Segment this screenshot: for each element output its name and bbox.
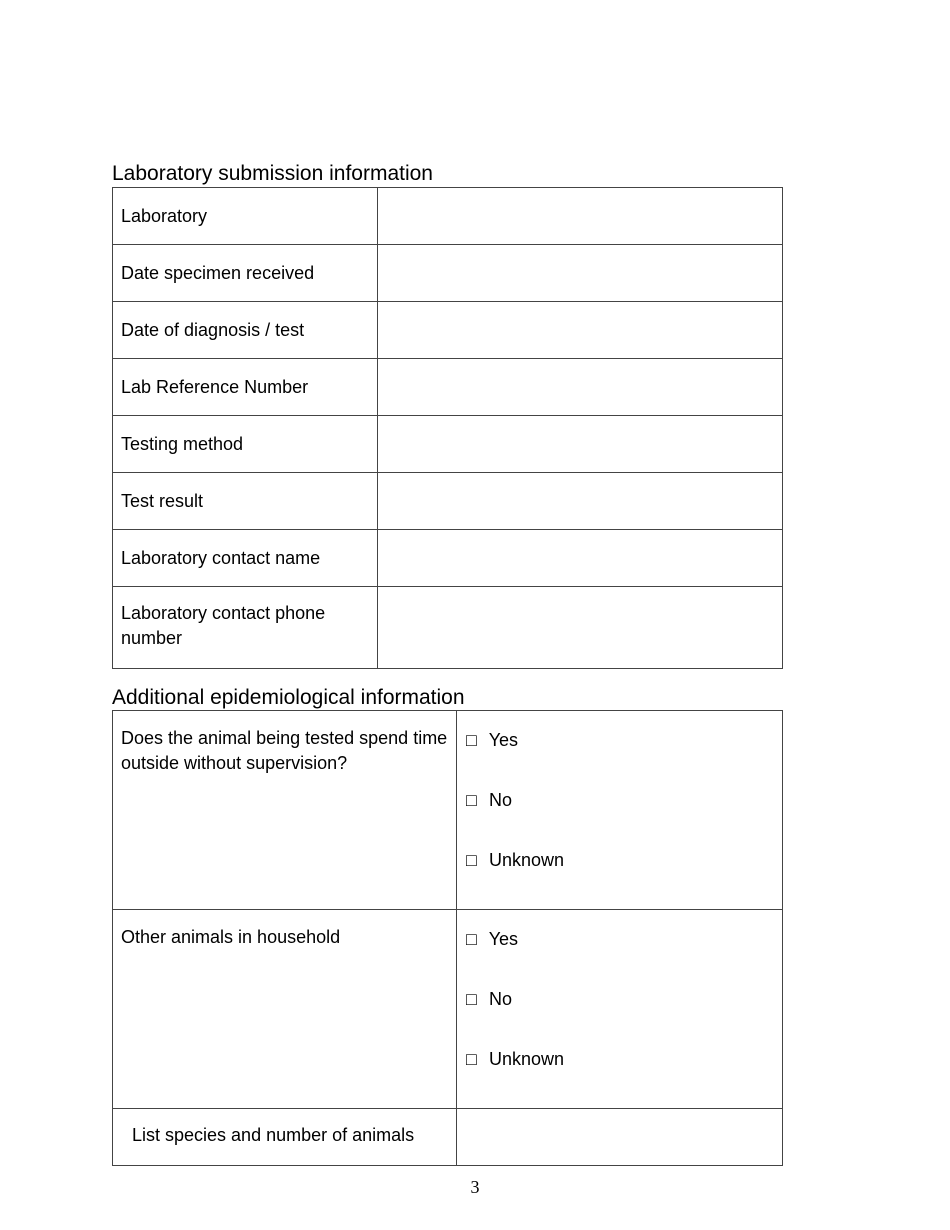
checkbox-option-yes[interactable] [457, 928, 782, 988]
question-list-species: List species and number of animals [113, 1109, 457, 1166]
checkbox-icon[interactable]: □ [466, 989, 477, 1009]
table-row [113, 473, 783, 530]
checkbox-option-no[interactable] [457, 988, 782, 1048]
epi-info-table [112, 710, 783, 1166]
option-label: Yes [488, 730, 519, 750]
option-label: Unknown [489, 1049, 565, 1069]
table-row [113, 416, 783, 473]
checkbox-icon[interactable]: □ [466, 1049, 477, 1069]
test-result-field[interactable] [378, 473, 783, 530]
options-outside-unsupervised [457, 711, 783, 910]
checkbox-option-no[interactable] [457, 789, 782, 849]
checkbox-icon[interactable]: □ [466, 730, 477, 750]
option-label: Unknown [489, 850, 565, 870]
laboratory-field[interactable] [378, 188, 783, 245]
checkbox-icon[interactable]: □ [466, 790, 477, 810]
lab-reference-field[interactable] [378, 359, 783, 416]
lab-submission-table [112, 187, 783, 669]
table-row [113, 530, 783, 587]
option-label: Yes [488, 929, 519, 949]
table-row [113, 188, 783, 245]
row-label-laboratory: Laboratory [113, 188, 378, 245]
lab-section-title: Laboratory submission information [112, 162, 433, 185]
species-list-field[interactable] [457, 1109, 783, 1166]
page-number: 3 [470, 1177, 480, 1197]
options-other-animals [457, 910, 783, 1109]
checkbox-icon[interactable]: □ [466, 929, 477, 949]
row-label-contact-name: Laboratory contact name [113, 530, 378, 587]
option-label: No [489, 989, 513, 1009]
contact-phone-field[interactable] [378, 587, 783, 669]
checkbox-option-yes[interactable] [457, 729, 782, 789]
row-label-date-received: Date specimen received [113, 245, 378, 302]
row-label-date-diagnosis: Date of diagnosis / test [113, 302, 378, 359]
row-label-lab-reference: Lab Reference Number [113, 359, 378, 416]
table-row [113, 302, 783, 359]
table-row [113, 711, 783, 910]
table-row [113, 587, 783, 669]
table-row [113, 359, 783, 416]
epi-section-title: Additional epidemiological information [112, 686, 465, 709]
table-row [113, 245, 783, 302]
question-outside-unsupervised: Does the animal being tested spend time outside without supervision? [113, 711, 457, 910]
question-other-animals: Other animals in household [113, 910, 457, 1109]
testing-method-field[interactable] [378, 416, 783, 473]
row-label-test-result: Test result [113, 473, 378, 530]
row-label-contact-phone: Laboratory contact phone number [113, 587, 378, 669]
checkbox-option-unknown[interactable] [457, 849, 782, 909]
checkbox-icon[interactable]: □ [466, 850, 477, 870]
table-row [113, 910, 783, 1109]
row-label-testing-method: Testing method [113, 416, 378, 473]
date-diagnosis-field[interactable] [378, 302, 783, 359]
contact-name-field[interactable] [378, 530, 783, 587]
option-label: No [489, 790, 513, 810]
table-row [113, 1109, 783, 1166]
checkbox-option-unknown[interactable] [457, 1048, 782, 1108]
date-received-field[interactable] [378, 245, 783, 302]
